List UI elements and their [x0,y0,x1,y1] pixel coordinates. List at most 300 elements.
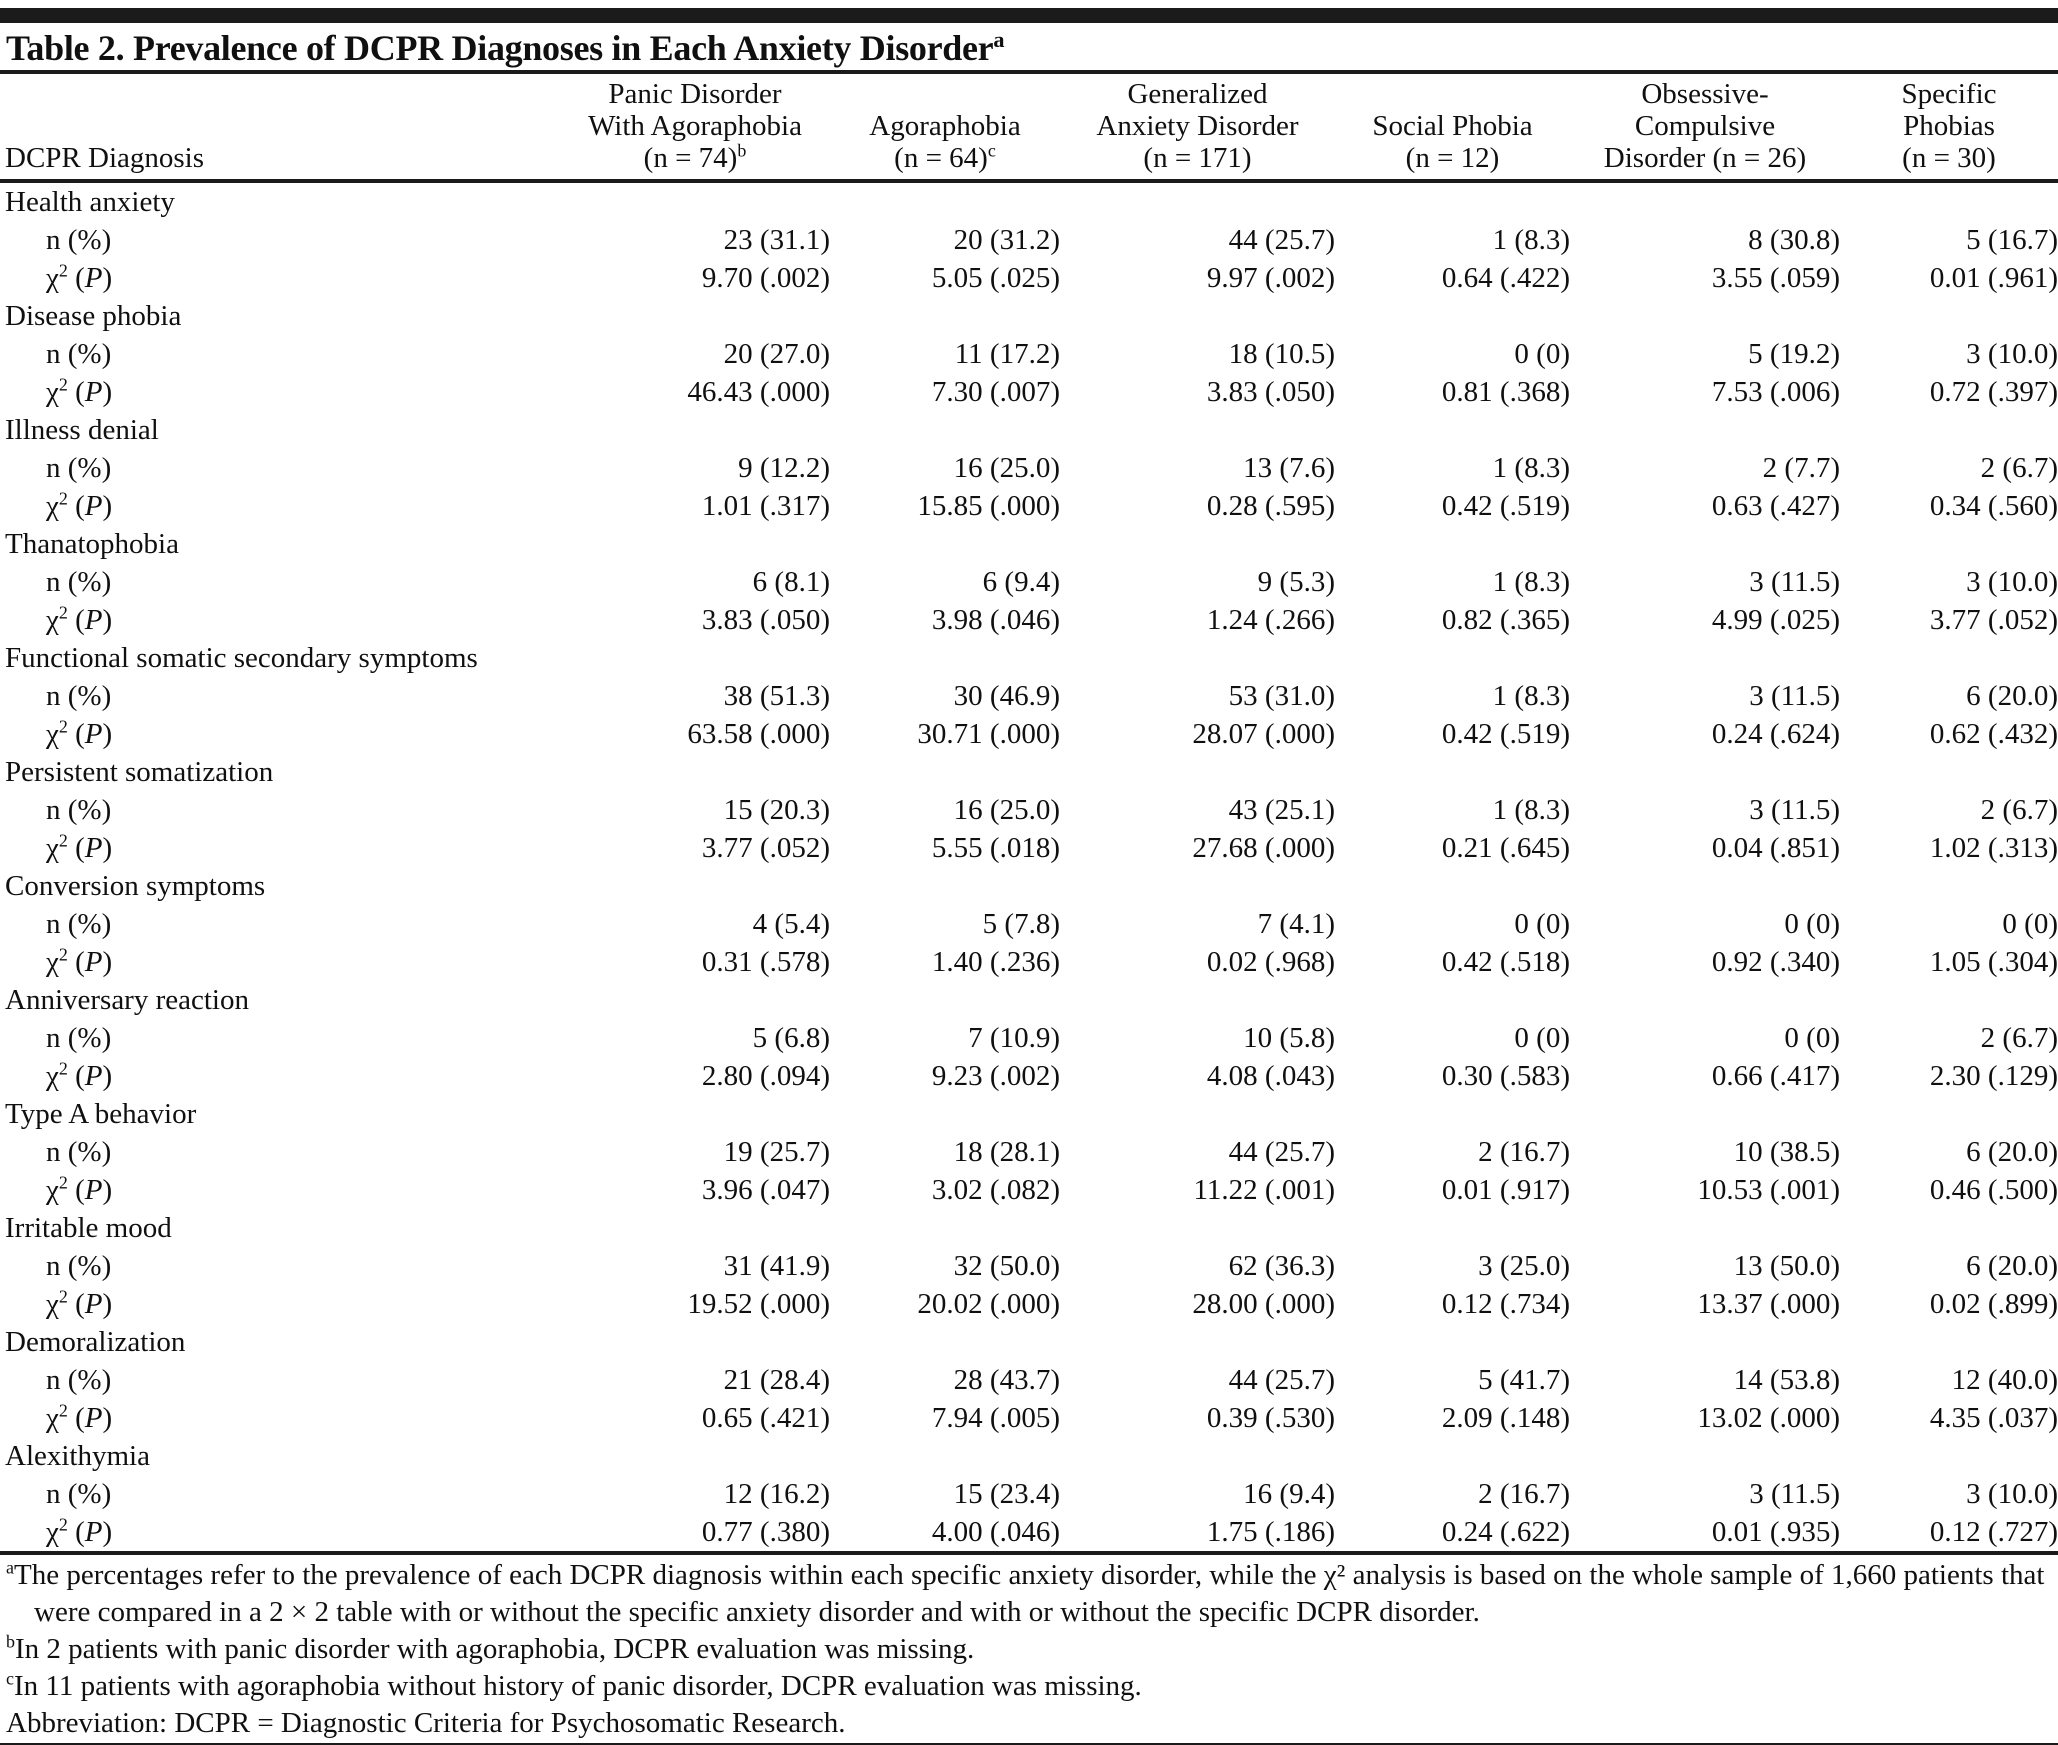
table-row-diagnosis [0,867,2058,905]
n-percent-value: 7 (10.9) [968,1022,1060,1054]
header-line: Disorder (n = 26) [1603,142,1807,174]
chi-symbol: χ [46,832,59,864]
chi-symbol: χ [46,946,59,978]
chi-square-value: 3.77 (.052) [701,832,830,864]
header-line: Anxiety Disorder [1096,110,1299,142]
n-percent-value: 38 (51.3) [723,680,830,712]
chi-symbol: χ [46,1402,59,1434]
footnote-text: The percentages refer to the prevalence of each DCPR diagnosis within each specific anxiety disorder, while the χ² analysis is based on the whole sample of 1,660 patients that were compared in a 2 × 2 table with or without the specific anxiety disorder and with or without the specific DCPR disorder. [13,1559,2045,1628]
n-percent-value: 15 (20.3) [723,794,830,826]
chi-square-value: 2.80 (.094) [701,1060,830,1092]
chi-square-value: 19.52 (.000) [687,1288,830,1320]
chi-square-value: 0.65 (.421) [701,1402,830,1434]
chi-square-value: 20.02 (.000) [917,1288,1060,1320]
chi-exponent: 2 [58,602,68,623]
table-top-bar [0,8,2058,23]
paren-close: ) [102,1288,113,1320]
chi-square-value: 1.05 (.304) [1929,946,2058,978]
chi-symbol: χ [46,604,59,636]
chi-square-value: 10.53 (.001) [1697,1174,1840,1206]
n-percent-value: 5 (41.7) [1478,1364,1570,1396]
n-percent-value: 62 (36.3) [1228,1250,1335,1282]
n-percent-value: 5 (19.2) [1748,338,1840,370]
table-title-footnote-marker: a [993,27,1005,52]
n-percent-value: 14 (53.8) [1733,1364,1840,1396]
n-percent-value: 44 (25.7) [1228,1136,1335,1168]
table-body [0,181,2058,1551]
chi-square-value: 0.12 (.734) [1441,1288,1570,1320]
n-percent-value: 3 (11.5) [1749,794,1840,826]
column-header-social-phobia [1335,74,1570,181]
n-percent-value: 1 (8.3) [1492,794,1570,826]
chi-symbol: χ [46,262,59,294]
chi-square-value: 0.39 (.530) [1206,1402,1335,1434]
dcpr-prevalence-table [0,74,2058,1551]
chi-square-value: 0.82 (.365) [1441,604,1570,636]
n-percent-value: 3 (10.0) [1966,1478,2058,1510]
n-percent-value: 3 (25.0) [1478,1250,1570,1282]
n-percent-label: n (%) [46,1250,112,1282]
chi-square-value: 3.55 (.059) [1711,262,1840,294]
table-row-chi-square [0,829,2058,867]
table-row-chi-square [0,1399,2058,1437]
chi-square-value: 7.53 (.006) [1711,376,1840,408]
diagnosis-label: Disease phobia [5,300,182,332]
chi-square-value: 4.00 (.046) [931,1516,1060,1548]
p-symbol: P [84,490,103,522]
paren-close: ) [102,832,113,864]
chi-square-value: 0.01 (.917) [1441,1174,1570,1206]
diagnosis-label: Conversion symptoms [5,870,266,902]
header-line: With Agoraphobia [588,110,802,142]
chi-square-value: 27.68 (.000) [1192,832,1335,864]
diagnosis-label: Thanatophobia [5,528,179,560]
chi-square-label [0,1285,560,1323]
paren-open: ( [67,376,85,408]
n-percent-value: 13 (7.6) [1243,452,1335,484]
chi-square-label [0,1171,560,1209]
n-percent-value: 11 (17.2) [954,338,1060,370]
n-percent-value: 30 (46.9) [953,680,1060,712]
n-percent-value: 1 (8.3) [1492,680,1570,712]
chi-square-value: 0.24 (.622) [1441,1516,1570,1548]
paren-open: ( [67,1060,85,1092]
n-percent-value: 0 (0) [1514,908,1570,940]
chi-square-value: 46.43 (.000) [687,376,830,408]
chi-square-value: 0.31 (.578) [701,946,830,978]
column-header-label: DCPR Diagnosis [5,142,205,174]
n-percent-value: 20 (27.0) [723,338,830,370]
chi-square-value: 1.24 (.266) [1206,604,1335,636]
n-percent-label: n (%) [46,1022,112,1054]
chi-square-label [0,487,560,525]
chi-square-value: 9.70 (.002) [701,262,830,294]
chi-square-value: 0.12 (.727) [1929,1516,2058,1548]
paren-open: ( [67,946,85,978]
n-percent-value: 6 (20.0) [1966,680,2058,712]
n-percent-value: 0 (0) [1784,908,1840,940]
chi-square-value: 0.28 (.595) [1206,490,1335,522]
chi-square-label [0,601,560,639]
n-percent-value: 2 (7.7) [1762,452,1840,484]
chi-square-value: 5.55 (.018) [931,832,1060,864]
table-row-n-percent [0,449,2058,487]
chi-square-value: 9.97 (.002) [1206,262,1335,294]
n-percent-value: 8 (30.8) [1748,224,1840,256]
chi-square-label [0,1057,560,1095]
header-line: (n = 74)$^b$ [643,140,747,174]
footnote-b [6,1631,2050,1668]
n-percent-value: 31 (41.9) [723,1250,830,1282]
table-row-chi-square [0,259,2058,297]
n-percent-value: 9 (12.2) [738,452,830,484]
header-line: Agoraphobia [869,110,1021,142]
column-header-obsessive-compulsive-disorder [1570,74,1840,181]
paren-open: ( [67,490,85,522]
p-symbol: P [84,946,103,978]
table-row-chi-square [0,1513,2058,1551]
chi-exponent: 2 [58,260,68,281]
chi-square-value: 13.37 (.000) [1697,1288,1840,1320]
footnote-a [6,1557,2050,1631]
chi-exponent: 2 [58,830,68,851]
n-percent-value: 18 (10.5) [1228,338,1335,370]
table-row-chi-square [0,1171,2058,1209]
n-percent-value: 6 (20.0) [1966,1136,2058,1168]
n-percent-value: 53 (31.0) [1228,680,1335,712]
header-line: Specific [1901,78,1997,110]
paren-close: ) [102,1516,113,1548]
chi-square-value: 0.77 (.380) [701,1516,830,1548]
chi-square-value: 28.07 (.000) [1192,718,1335,750]
chi-exponent: 2 [58,1514,68,1535]
n-percent-value: 13 (50.0) [1733,1250,1840,1282]
n-percent-value: 10 (38.5) [1733,1136,1840,1168]
p-symbol: P [84,1402,103,1434]
chi-exponent: 2 [58,1058,68,1079]
paren-open: ( [67,1516,85,1548]
chi-square-value: 0.64 (.422) [1441,262,1570,294]
n-percent-value: 6 (8.1) [752,566,830,598]
n-percent-label: n (%) [46,1136,112,1168]
chi-square-value: 1.01 (.317) [701,490,830,522]
n-percent-value: 5 (6.8) [752,1022,830,1054]
table-row-diagnosis [0,1209,2058,1247]
chi-square-value: 0.02 (.968) [1206,946,1335,978]
chi-square-value: 0.72 (.397) [1929,376,2058,408]
diagnosis-label: Demoralization [5,1326,186,1358]
table-row-n-percent [0,1361,2058,1399]
n-percent-value: 44 (25.7) [1228,1364,1335,1396]
header-line: Compulsive [1634,110,1776,142]
chi-square-value: 3.02 (.082) [931,1174,1060,1206]
p-symbol: P [84,1174,103,1206]
chi-exponent: 2 [58,944,68,965]
n-percent-value: 6 (9.4) [982,566,1060,598]
table-row-diagnosis [0,639,2058,677]
paren-close: ) [102,490,113,522]
diagnosis-label: Irritable mood [5,1212,172,1244]
chi-square-label [0,259,560,297]
n-percent-value: 3 (10.0) [1966,566,2058,598]
n-percent-label: n (%) [46,908,112,940]
table-row-chi-square [0,373,2058,411]
chi-square-value: 0.30 (.583) [1441,1060,1570,1092]
n-percent-label: n (%) [46,1364,112,1396]
table-row-n-percent [0,677,2058,715]
n-percent-value: 43 (25.1) [1228,794,1335,826]
n-percent-label: n (%) [46,680,112,712]
header-line: (n = 12) [1405,142,1500,174]
column-header-panic-disorder-with-agoraphobia [560,74,830,181]
table-row-diagnosis [0,181,2058,221]
column-header-dcpr-diagnosis [0,74,560,181]
footnote-text: In 11 patients with agoraphobia without history of panic disorder, DCPR evaluation was missing. [13,1670,1142,1702]
n-percent-value: 5 (7.8) [982,908,1060,940]
chi-symbol: χ [46,1516,59,1548]
n-percent-value: 20 (31.2) [953,224,1060,256]
chi-square-value: 0.62 (.432) [1929,718,2058,750]
n-percent-label: n (%) [46,338,112,370]
chi-square-value: 3.83 (.050) [1206,376,1335,408]
chi-square-value: 0.42 (.519) [1441,490,1570,522]
chi-square-value: 0.02 (.899) [1929,1288,2058,1320]
n-percent-value: 23 (31.1) [723,224,830,256]
chi-exponent: 2 [58,716,68,737]
n-percent-value: 18 (28.1) [953,1136,1060,1168]
table-footnotes [0,1551,2058,1742]
chi-exponent: 2 [58,488,68,509]
table-title [6,28,1004,68]
table-row-n-percent [0,1475,2058,1513]
table-header [0,74,2058,181]
footnote-marker: c [6,1668,14,1689]
chi-square-value: 0.92 (.340) [1711,946,1840,978]
chi-square-value: 3.77 (.052) [1929,604,2058,636]
n-percent-value: 16 (9.4) [1243,1478,1335,1510]
paren-open: ( [67,604,85,636]
n-percent-value: 44 (25.7) [1228,224,1335,256]
paren-close: ) [102,376,113,408]
n-percent-label: n (%) [46,1478,112,1510]
table-row-chi-square [0,943,2058,981]
chi-exponent: 2 [58,1286,68,1307]
chi-square-value: 5.05 (.025) [931,262,1060,294]
paren-close: ) [102,1402,113,1434]
table-row-diagnosis [0,411,2058,449]
table-row-chi-square [0,1057,2058,1095]
chi-square-value: 1.75 (.186) [1206,1516,1335,1548]
chi-square-value: 2.09 (.148) [1441,1402,1570,1434]
chi-square-label [0,1399,560,1437]
chi-square-value: 2.30 (.129) [1929,1060,2058,1092]
chi-square-value: 30.71 (.000) [917,718,1060,750]
header-line: (n = 171) [1143,142,1252,174]
chi-square-label [0,943,560,981]
p-symbol: P [84,718,103,750]
n-percent-label: n (%) [46,452,112,484]
n-percent-value: 1 (8.3) [1492,224,1570,256]
chi-square-value: 3.98 (.046) [931,604,1060,636]
chi-square-label [0,715,560,753]
n-percent-value: 0 (0) [1514,1022,1570,1054]
chi-square-value: 0.42 (.519) [1441,718,1570,750]
paren-open: ( [67,262,85,294]
diagnosis-label: Persistent somatization [5,756,274,788]
chi-square-value: 7.30 (.007) [931,376,1060,408]
chi-symbol: χ [46,1060,59,1092]
column-header-generalized-anxiety-disorder [1060,74,1335,181]
table-row-n-percent [0,791,2058,829]
n-percent-value: 32 (50.0) [953,1250,1060,1282]
footnote-marker: b [6,1631,15,1652]
footnote-marker: a [6,1557,14,1578]
footnote-c [6,1668,2050,1705]
chi-square-value: 0.34 (.560) [1929,490,2058,522]
n-percent-value: 16 (25.0) [953,794,1060,826]
chi-square-value: 13.02 (.000) [1697,1402,1840,1434]
diagnosis-label: Anniversary reaction [5,984,249,1016]
p-symbol: P [84,376,103,408]
column-header-specific-phobias [1840,74,2058,181]
table-row-diagnosis [0,1437,2058,1475]
chi-square-value: 11.22 (.001) [1193,1174,1335,1206]
header-footnote-marker: c [987,140,996,161]
table-row-n-percent [0,1247,2058,1285]
n-percent-value: 1 (8.3) [1492,566,1570,598]
header-line: Obsessive- [1641,78,1769,110]
n-percent-value: 5 (16.7) [1966,224,2058,256]
chi-square-value: 0.01 (.961) [1929,262,2058,294]
table-row-n-percent [0,905,2058,943]
n-percent-value: 3 (11.5) [1749,1478,1840,1510]
paren-open: ( [67,1402,85,1434]
paren-close: ) [102,718,113,750]
chi-exponent: 2 [58,1172,68,1193]
paren-open: ( [67,1174,85,1206]
n-percent-value: 2 (6.7) [1980,452,2058,484]
table-row-n-percent [0,221,2058,259]
n-percent-value: 4 (5.4) [752,908,830,940]
chi-square-value: 0.81 (.368) [1441,376,1570,408]
table-row-diagnosis [0,525,2058,563]
paren-close: ) [102,604,113,636]
chi-square-value: 0.42 (.518) [1441,946,1570,978]
n-percent-value: 2 (16.7) [1478,1478,1570,1510]
chi-symbol: χ [46,376,59,408]
n-percent-label: n (%) [46,566,112,598]
table-row-chi-square [0,1285,2058,1323]
diagnosis-label: Type A behavior [5,1098,197,1130]
n-percent-value: 9 (5.3) [1257,566,1335,598]
table-row-diagnosis [0,1095,2058,1133]
header-line: (n = 30) [1902,142,1996,174]
chi-square-value: 1.02 (.313) [1929,832,2058,864]
table-row-chi-square [0,715,2058,753]
table-row-n-percent [0,1019,2058,1057]
table-row-n-percent [0,335,2058,373]
n-percent-value: 2 (16.7) [1478,1136,1570,1168]
chi-square-value: 1.40 (.236) [931,946,1060,978]
n-percent-value: 0 (0) [1514,338,1570,370]
diagnosis-label: Health anxiety [5,186,175,218]
paren-open: ( [67,718,85,750]
p-symbol: P [84,604,103,636]
table-row-n-percent [0,1133,2058,1171]
chi-square-value: 7.94 (.005) [931,1402,1060,1434]
header-footnote-marker: b [737,140,747,161]
n-percent-value: 6 (20.0) [1966,1250,2058,1282]
chi-square-value: 3.83 (.050) [701,604,830,636]
chi-square-value: 3.96 (.047) [701,1174,830,1206]
table-row-diagnosis [0,981,2058,1019]
n-percent-value: 0 (0) [1784,1022,1840,1054]
paren-close: ) [102,946,113,978]
table-title-text: Table 2. Prevalence of DCPR Diagnoses in Each Anxiety Disorder [6,28,994,68]
n-percent-value: 19 (25.7) [723,1136,830,1168]
footnote-text: In 2 patients with panic disorder with agoraphobia, DCPR evaluation was missing. [14,1633,975,1665]
header-line: Panic Disorder [608,78,782,110]
p-symbol: P [84,832,103,864]
p-symbol: P [84,262,103,294]
footnote-text: Abbreviation: DCPR = Diagnostic Criteria for Psychosomatic Research. [6,1707,846,1739]
paren-open: ( [67,1288,85,1320]
diagnosis-label: Functional somatic secondary symptoms [5,642,478,674]
chi-square-value: 0.21 (.645) [1441,832,1570,864]
header-line: Generalized [1127,78,1268,110]
chi-square-value: 4.99 (.025) [1711,604,1840,636]
chi-square-label [0,1513,560,1551]
chi-symbol: χ [46,1174,59,1206]
header-line: Social Phobia [1372,110,1533,142]
chi-square-value: 0.46 (.500) [1929,1174,2058,1206]
chi-exponent: 2 [58,374,68,395]
p-symbol: P [84,1516,103,1548]
chi-symbol: χ [46,490,59,522]
header-line: Phobias [1903,110,1995,142]
n-percent-value: 28 (43.7) [953,1364,1060,1396]
paren-close: ) [102,1174,113,1206]
n-percent-value: 15 (23.4) [953,1478,1060,1510]
chi-square-label [0,373,560,411]
paren-open: ( [67,832,85,864]
footnote-abbreviation [6,1705,2050,1742]
n-percent-value: 3 (10.0) [1966,338,2058,370]
n-percent-value: 21 (28.4) [723,1364,830,1396]
n-percent-value: 7 (4.1) [1257,908,1335,940]
n-percent-label: n (%) [46,224,112,256]
table-row-diagnosis [0,297,2058,335]
table-title-block [0,23,2058,74]
header-line: (n = 64)$^c$ [894,140,996,174]
table-row-chi-square [0,487,2058,525]
table-row-diagnosis [0,1323,2058,1361]
paren-close: ) [102,262,113,294]
diagnosis-label: Illness denial [5,414,159,446]
paren-close: ) [102,1060,113,1092]
chi-symbol: χ [46,1288,59,1320]
diagnosis-label: Alexithymia [5,1440,150,1472]
n-percent-value: 2 (6.7) [1980,794,2058,826]
chi-square-value: 0.63 (.427) [1711,490,1840,522]
chi-exponent: 2 [58,1400,68,1421]
table-row-chi-square [0,601,2058,639]
p-symbol: P [84,1288,103,1320]
n-percent-value: 3 (11.5) [1749,680,1840,712]
chi-square-value: 9.23 (.002) [931,1060,1060,1092]
n-percent-value: 12 (40.0) [1951,1364,2058,1396]
chi-square-value: 0.66 (.417) [1711,1060,1840,1092]
